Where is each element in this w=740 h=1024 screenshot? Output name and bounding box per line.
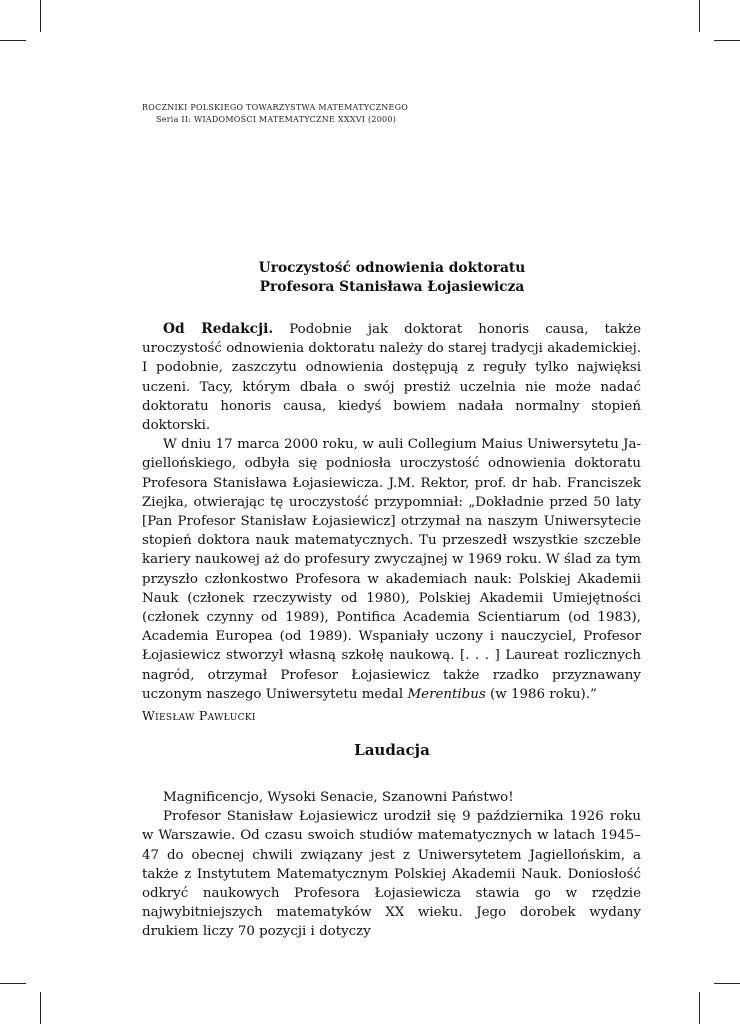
journal-name: ROCZNIKI POLSKIEGO TOWARZYSTWA MATEMATYCZNEGO (142, 103, 409, 112)
article-body (142, 320, 641, 704)
laudation-body (142, 788, 641, 942)
running-head (142, 102, 408, 126)
article-title (142, 259, 642, 297)
crop-mark (714, 40, 740, 41)
crop-mark (0, 40, 26, 41)
crop-mark (40, 0, 41, 32)
article-title-line-1: Uroczystość odnowienia doktoratu (258, 260, 526, 276)
editorial-lead: Od Redakcji. (163, 321, 274, 337)
medal-name: Merentibus (407, 686, 486, 702)
crop-mark (714, 983, 740, 984)
laudation-paragraph-1: Profesor Stanisław Łojasiewicz urodził się 9 października 1926 roku w Warszawie. Od czasu swoich studiów matematycznych w latach 1945–47 do obecnej chwili związany jest z Uniwersytetem Jagiellońskim, a także z Instytutem Matematycznym Polskiej Akademii Nauk. Doniosłość odkryć naukowych Profesora Łojasiewicza stawia go w rzędzie najwybitniejszych matematyków XX wieku. Jego dorobek wydany drukiem liczy 70 pozycji i dotyczy (142, 809, 641, 940)
crop-mark (699, 992, 700, 1024)
article-paragraph-2 (142, 435, 641, 704)
article-paragraph-1-text: Podobnie jak doktorat honoris causa, także uroczystość odnowienia doktoratu należy do starej tradycji akademickiej. I podobnie, zaszczytu odnowienia dostępują z reguły tylko najwięksi uczeni. Tacy, którym dbała o swój prestiż uczelnia nie może nadać doktoratu honoris causa, kiedyś bowiem nadała normalny stopień doktorski. (142, 322, 641, 434)
crop-mark (40, 992, 41, 1024)
laudation-salutation: Magnificencjo, Wysoki Senacie, Szanowni Państwo! (163, 790, 514, 805)
article-paragraph-1 (142, 320, 641, 435)
article-paragraph-2-end: (w 1986 roku).” (485, 686, 597, 702)
laudation-title: Laudacja (354, 741, 430, 759)
article-title-line-2: Profesora Stanisława Łojasiewicza (259, 279, 525, 295)
laudation-author: Wiesław Pawłucki (142, 708, 256, 723)
crop-mark (699, 0, 700, 32)
article-paragraph-2-text: W dniu 17 marca 2000 roku, w auli Collegium Maius Uniwersytetu Jagiellońskiego, odbyła się podniosła uroczystość odnowienia doktoratu Profesora Stanisława Łojasiewicza. J.M. Rektor, prof. dr hab. Franciszek Ziejka, otwierając tę uroczystość przypomniał: „Dokładnie przed 50 laty [Pan Profesor Stanisław Łojasiewicz] otrzymał na naszym Uniwersytecie stopień doktora nauk matematycznych. Tu przeszedł wszystkie szczeble kariery naukowej aż do profesury zwyczajnej w 1969 roku. W ślad za tym przyszło członkostwo Profesora w akademiach nauk: Polskiej Akademii Nauk (członek rzeczywisty od 1980), Polskiej Akademii Umiejętności (członek czynny od 1989), Pontifica Academia Scientiarum (od 1983), Academia Europea (od 1989). Wspaniały uczony i nauczyciel, Profesor Łojasiewicz stworzył własną szkołę naukową. [. . . ] Laureat rozlicznych nagród, otrzymał Profesor Łojasiewicz także rzadko przyznawany uczonym naszego Uniwersytetu medal (142, 437, 641, 702)
series-name: Seria II: WIADOMOŚCI MATEMATYCZNE XXXVI (2000) (156, 115, 397, 124)
crop-mark (0, 983, 26, 984)
